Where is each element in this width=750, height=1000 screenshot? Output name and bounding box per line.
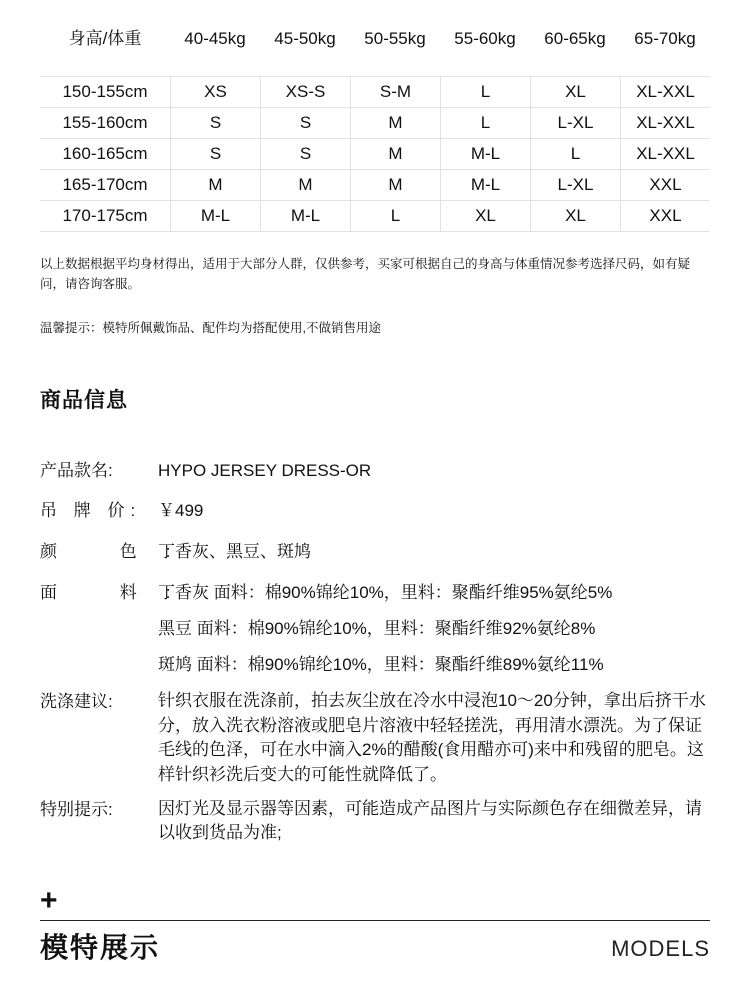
size-cell: XXL [620,170,710,200]
header-cell: 60-65kg [544,29,606,48]
accessory-tip: 温馨提示：模特所佩戴饰品、配件均为搭配使用,不做销售用途 [40,321,381,335]
size-cell: M-L [260,201,350,231]
table-row [40,201,710,232]
height-cell: 160-165cm [62,144,148,163]
fabric-label: 面 料: [40,583,200,602]
size-cell: XL [530,77,620,107]
size-cell: XS-S [260,77,350,107]
models-title-en: MODELS [611,936,710,961]
header-cell: 40-45kg [184,29,246,48]
size-cell: M-L [170,201,260,231]
product-name-value: HYPO JERSEY DRESS-OR [158,461,372,480]
section-divider [40,920,710,921]
size-cell: S [170,139,260,169]
size-cell: XS [170,77,260,107]
table-row [40,139,710,170]
header-cell: 50-55kg [364,29,426,48]
size-cell: L [530,139,620,169]
product-name-label: 产品款名: [40,461,113,480]
height-cell: 155-160cm [62,113,148,132]
header-cell: 65-70kg [634,29,696,48]
price-value: ￥499 [158,501,204,520]
size-cell: L [440,108,530,138]
size-cell: M-L [440,170,530,200]
size-cell: S-M [350,77,440,107]
color-value: 丁香灰、黑豆、斑鸠 [158,542,311,561]
special-value: 因灯光及显示器等因素，可能造成产品图片与实际颜色存在细微差异，请以收到货品为准; [158,799,702,842]
size-cell: S [260,108,350,138]
fabric-line: 斑鸠 面料：棉90%锦纶10%，里料：聚酯纤维89%氨纶11% [158,655,604,674]
size-cell: L [440,77,530,107]
size-cell: XL [530,201,620,231]
height-cell: 165-170cm [62,175,148,194]
size-cell: XL-XXL [620,77,710,107]
size-cell: L-XL [530,108,620,138]
fabric-line: 丁香灰 面料：棉90%锦纶10%，里料：聚酯纤维95%氨纶5% [158,583,613,602]
table-row [40,77,710,108]
header-cell: 45-50kg [274,29,336,48]
color-label: 颜 色: [40,542,200,561]
special-label: 特别提示: [40,800,113,819]
height-cell: 170-175cm [62,206,148,225]
size-cell: S [170,108,260,138]
header-cell: 身高/体重 [68,29,142,48]
size-cell: L-XL [530,170,620,200]
price-label: 吊 牌 价: [40,501,142,520]
size-cell: S [260,139,350,169]
size-disclaimer: 以上数据根据平均身材得出，适用于大部分人群，仅供参考，买家可根据自己的身高与体重情况参考选择尺码，如有疑问，请咨询客服。 [40,257,691,291]
fabric-line: 黑豆 面料：棉90%锦纶10%，里料：聚酯纤维92%氨纶8% [158,619,596,638]
size-cell: XXL [620,201,710,231]
models-title-cn: 模特展示 [40,932,161,963]
size-cell: XL-XXL [620,108,710,138]
size-cell: M [350,108,440,138]
section-title-product-info: 商品信息 [40,389,128,412]
height-cell: 150-155cm [62,82,148,101]
table-row [40,170,710,201]
table-row [40,108,710,139]
size-cell: XL-XXL [620,139,710,169]
size-cell: XL [440,201,530,231]
size-cell: M-L [440,139,530,169]
size-cell: M [170,170,260,200]
plus-icon: + [40,884,58,917]
size-cell: L [350,201,440,231]
header-cell: 55-60kg [454,29,516,48]
wash-label: 洗涤建议: [40,692,113,711]
size-cell: M [350,139,440,169]
size-table [40,76,710,232]
fabric-values [158,575,710,683]
size-cell: M [350,170,440,200]
size-cell: M [260,170,350,200]
wash-value: 针织衣服在洗涤前，拍去灰尘放在冷水中浸泡10～20分钟，拿出后挤干水分，放入洗衣粉溶液或肥皂片溶液中轻轻搓洗，再用清水漂洗。为了保证毛线的色泽，可在水中滴入2%的醋酸(食用醋亦可)来中和残留的肥皂。这样针织衫洗后变大的可能性就降低了。 [158,691,706,784]
size-table-header [40,24,710,54]
